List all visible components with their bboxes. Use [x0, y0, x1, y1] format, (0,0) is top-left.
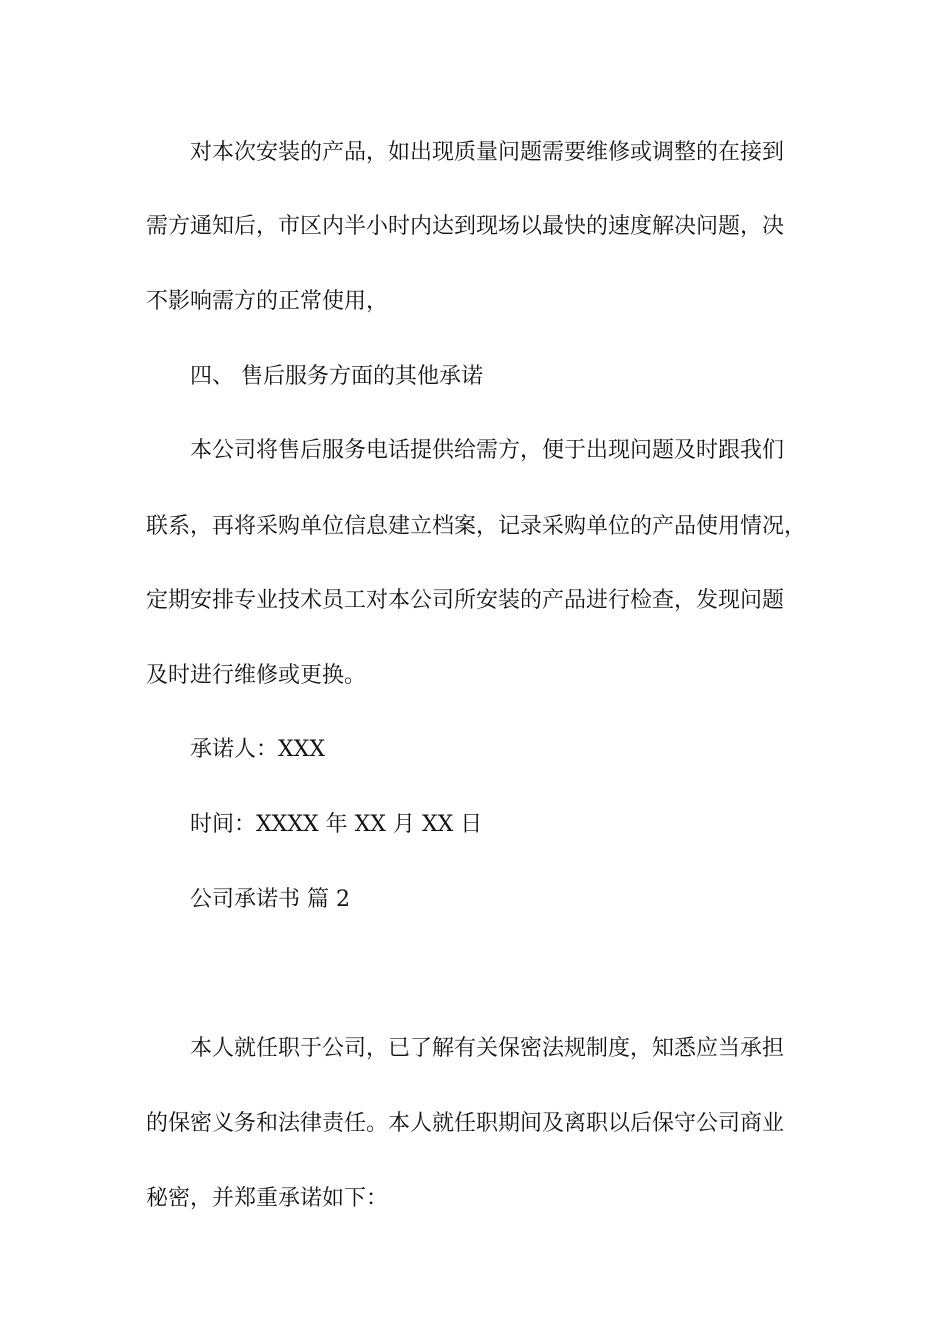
paragraph-3-line-2: 的保密义务和法律责任。本人就任职期间及离职以后保守公司商业: [146, 1111, 785, 1136]
paragraph-1-line-1: 对本次安装的产品，如出现质量问题需要维修或调整的在接到: [190, 140, 785, 165]
paragraph-2-line-2: 联系，再将采购单位信息建立档案，记录采购单位的产品使用情况，: [146, 514, 807, 539]
paragraph-2-line-1: 本公司将售后服务电话提供给需方，便于出现问题及时跟我们: [190, 438, 785, 463]
paragraph-3-line-3: 秘密，并郑重承诺如下：: [146, 1186, 389, 1211]
section-2-title: 公司承诺书 篇 2: [190, 887, 350, 912]
promiser-line: 承诺人：XXX: [190, 737, 325, 762]
section-heading-4: 四、 售后服务方面的其他承诺: [190, 364, 483, 389]
date-line: 时间：XXXX 年 XX 月 XX 日: [190, 812, 483, 837]
paragraph-1-line-2: 需方通知后，市区内半小时内达到现场以最快的速度解决问题，决: [146, 214, 785, 239]
paragraph-2-line-3: 定期安排专业技术员工对本公司所安装的产品进行检查，发现问题: [146, 588, 785, 613]
paragraph-2-line-4: 及时进行维修或更换。: [146, 663, 367, 688]
paragraph-1-line-3: 不影响需方的正常使用，: [146, 289, 389, 314]
paragraph-3-line-1: 本人就任职于公司，已了解有关保密法规制度，知悉应当承担: [190, 1036, 785, 1061]
